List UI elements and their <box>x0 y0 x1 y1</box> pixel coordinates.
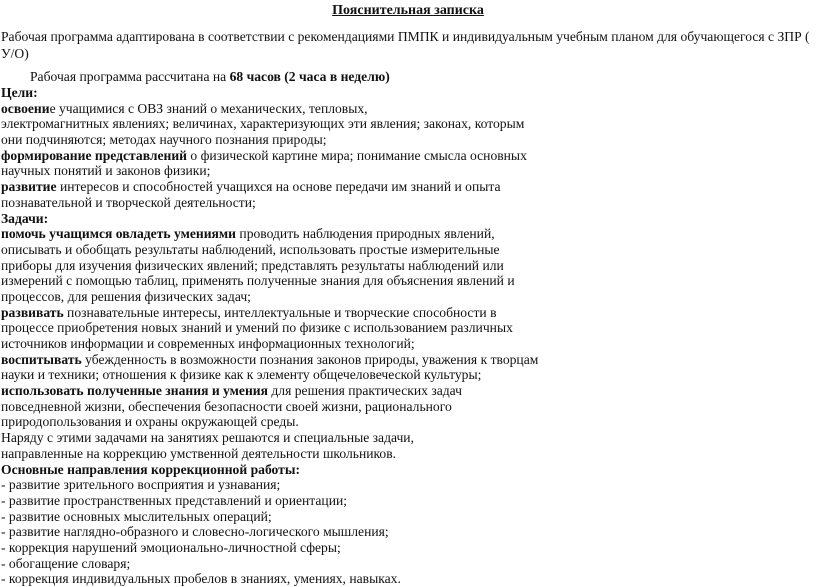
text-line <box>1 352 813 368</box>
text-line <box>1 367 813 383</box>
line-text: проводить наблюдения природных явлений, <box>236 226 495 242</box>
line-text: приборы для изучения физических явлений; представлять результаты наблюдений или <box>1 257 504 273</box>
line-text: процессов, для решения физических задач; <box>1 288 251 304</box>
bold-lead: развитие <box>1 179 57 195</box>
bold-lead: помочь учащимся овладеть умениями <box>1 226 237 242</box>
text-line <box>1 211 813 227</box>
intro-paragraph: Рабочая программа адаптирована в соответствии с рекомендациями ПМПК и индивидуальным учебным планом для обучающегося с ЗПР ( У/О) <box>1 29 810 61</box>
text-line <box>1 477 813 493</box>
bold-lead: Задачи: <box>1 210 49 226</box>
text-line <box>1 336 813 352</box>
text-line <box>1 571 813 587</box>
bold-lead: освоени <box>1 100 50 116</box>
text-line <box>1 446 813 462</box>
text-line <box>1 556 813 572</box>
line-text: электромагнитных явлениях; величинах, характеризующих эти явления; законах, которым <box>1 116 525 132</box>
text-line <box>1 414 813 430</box>
text-line <box>1 226 813 242</box>
text-line <box>1 179 813 195</box>
text-line <box>1 273 813 289</box>
bold-lead: Основные направления коррекционной работы: <box>1 461 300 477</box>
text-line <box>1 242 813 258</box>
hours-paragraph <box>30 69 390 85</box>
line-text: они подчиняются; методах научного познания природы; <box>1 132 327 148</box>
line-text: направленные на коррекцию умственной деятельности школьников. <box>1 445 397 461</box>
text-line <box>1 524 813 540</box>
text-line <box>1 195 813 211</box>
bold-lead: формирование представлений <box>1 147 188 163</box>
line-text: о физической картине мира; понимание смысла основных <box>187 147 527 163</box>
line-text: измерений с помощью таблиц, применять полученные знания для объяснения явлений и <box>1 273 515 289</box>
page-title: Пояснительная записка <box>332 3 484 18</box>
line-text: е учащимися с ОВЗ знаний о механических, тепловых, <box>49 100 368 116</box>
text-line <box>1 493 813 509</box>
line-text: интересов и способностей учащихся на основе передачи им знаний и опыта <box>56 179 501 195</box>
text-line <box>1 305 813 321</box>
body-text <box>1 85 813 587</box>
text-line <box>1 399 813 415</box>
line-text: науки и техники; отношения к физике как к элементу общечеловеческой культуры; <box>1 367 482 383</box>
bold-lead: воспитывать <box>1 351 82 367</box>
text-line <box>1 116 813 132</box>
text-line <box>1 383 813 399</box>
text-line <box>1 258 813 274</box>
text-line <box>1 430 813 446</box>
line-text: познавательные интересы, интеллектуальные и творческие способности в <box>63 304 497 320</box>
bold-lead: Цели: <box>1 85 38 100</box>
line-text: - обогащение словаря; <box>1 555 131 571</box>
hours-prefix: Рабочая программа рассчитана на <box>30 69 230 84</box>
text-line <box>1 101 813 117</box>
line-text: Наряду с этими задачами на занятиях решаются и специальные задачи, <box>1 430 414 446</box>
line-text: процессе приобретения новых знаний и умений по физике с использованием различных <box>1 320 513 336</box>
line-text: повседневной жизни, обеспечения безопасности своей жизни, рационального <box>1 398 452 414</box>
line-text: - развитие зрительного восприятия и узнавания; <box>1 477 281 493</box>
line-text: - коррекция нарушений эмоционально-личностной сферы; <box>1 539 341 555</box>
line-text: для решения практических задач <box>267 383 462 399</box>
line-text: познавательной и творческой деятельности; <box>1 194 256 210</box>
line-text: - развитие пространственных представлений и ориентации; <box>1 492 348 508</box>
text-line <box>1 148 813 164</box>
bold-lead: использовать полученные знания и умения <box>1 383 268 399</box>
bold-lead: развивать <box>1 304 64 320</box>
text-line <box>1 289 813 305</box>
line-text: научных понятий и законов физики; <box>1 163 211 179</box>
line-text: - коррекция индивидуальных пробелов в знаниях, умениях, навыках. <box>1 571 401 587</box>
line-text: источников информации и современных информационных технологий; <box>1 336 415 351</box>
line-text: - развитие основных мыслительных операций; <box>1 508 272 524</box>
line-text: описывать и обобщать результаты наблюдений, использовать простые измерительные <box>1 241 500 257</box>
line-text: - развитие наглядно-образного и словесно-логического мышления; <box>1 524 389 540</box>
text-line <box>1 85 813 101</box>
line-text: убежденность в возможности познания законов природы, уважения к творцам <box>81 351 539 367</box>
text-line <box>1 320 813 336</box>
text-line <box>1 540 813 556</box>
line-text: природопользования и охраны окружающей среды. <box>1 414 299 430</box>
text-line <box>1 509 813 525</box>
text-line <box>1 163 813 179</box>
hours-value: 68 часов (2 часа в неделю) <box>229 69 390 84</box>
text-line <box>1 132 813 148</box>
text-line <box>1 462 813 478</box>
